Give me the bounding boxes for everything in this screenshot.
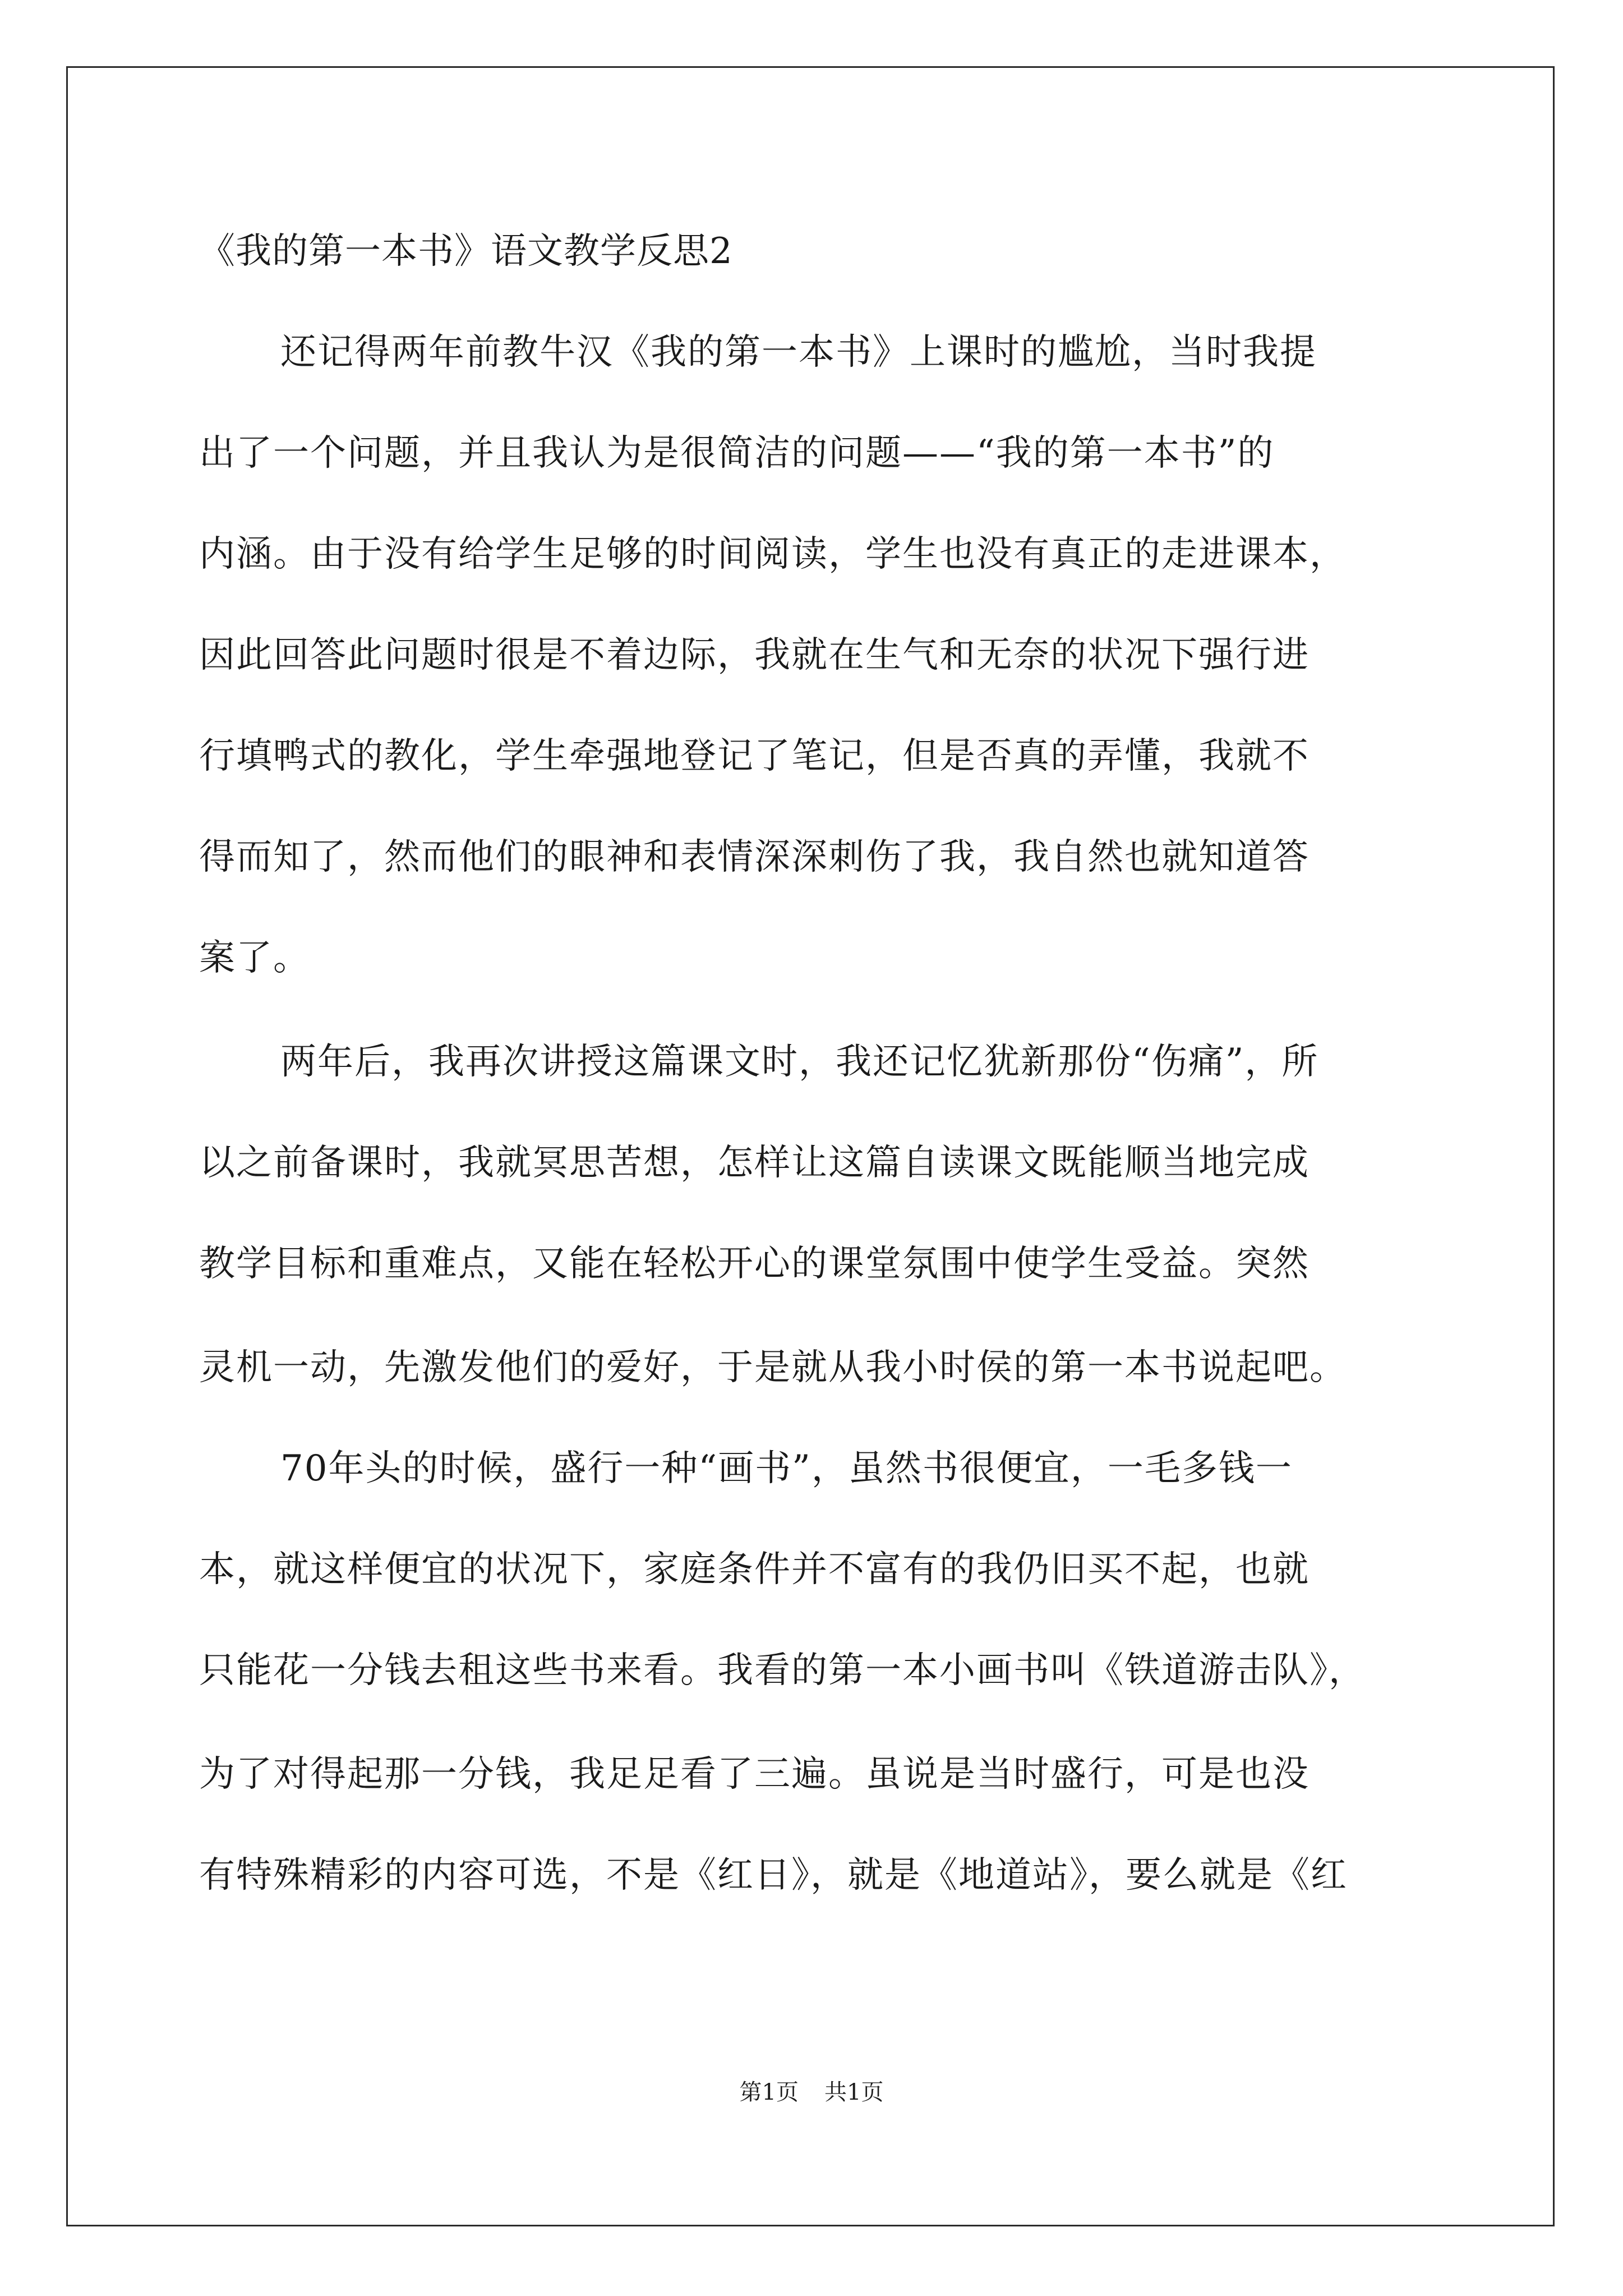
page-number: 第1页 bbox=[739, 2079, 799, 2105]
text-line: 有特殊精彩的内容可选，不是《红日》，就是《地道站》，要么就是《红 bbox=[199, 1855, 1348, 1896]
text-line: 得而知了，然而他们的眼神和表情深深刺伤了我，我自然也就知道答 bbox=[199, 836, 1310, 878]
text-line: 灵机一动，先激发他们的爱好，于是就从我小时侯的第一本书说起吧。 bbox=[199, 1347, 1347, 1388]
page-footer bbox=[0, 2076, 1623, 2109]
document-title: 《我的第一本书》语文教学反思2 bbox=[199, 231, 733, 272]
text-line: 以之前备课时，我就冥思苦想，怎样让这篇自读课文既能顺当地完成 bbox=[199, 1142, 1310, 1184]
text-line: 因此回答此问题时很是不着边际，我就在生气和无奈的状况下强行进 bbox=[199, 634, 1310, 676]
text-line: 内涵。由于没有给学生足够的时间阅读，学生也没有真正的走进课本， bbox=[199, 533, 1347, 575]
text-line: 案了。 bbox=[199, 937, 310, 979]
text-line: 只能花一分钱去租这些书来看。我看的第一本小画书叫《铁道游击队》， bbox=[199, 1650, 1366, 1691]
text-line: 教学目标和重难点，又能在轻松开心的课堂氛围中使学生受益。突然 bbox=[199, 1243, 1310, 1285]
text-line: 出了一个问题，并且我认为是很简洁的问题——“我的第一本书”的 bbox=[199, 432, 1275, 474]
page-total: 共1页 bbox=[824, 2079, 884, 2105]
text-line: 还记得两年前教牛汉《我的第一本书》上课时的尴尬，当时我提 bbox=[280, 332, 1317, 373]
text-line: 70年头的时候，盛行一种“画书”，虽然书很便宜，一毛多钱一 bbox=[280, 1448, 1293, 1489]
text-line: 行填鸭式的教化，学生牵强地登记了笔记，但是否真的弄懂，我就不 bbox=[199, 735, 1310, 777]
text-line: 为了对得起那一分钱，我足足看了三遍。虽说是当时盛行，可是也没 bbox=[199, 1754, 1310, 1795]
text-line: 本，就这样便宜的状况下，家庭条件并不富有的我仍旧买不起，也就 bbox=[199, 1549, 1310, 1590]
text-line: 两年后，我再次讲授这篇课文时，我还记忆犹新那份“伤痛”，所 bbox=[280, 1041, 1319, 1083]
